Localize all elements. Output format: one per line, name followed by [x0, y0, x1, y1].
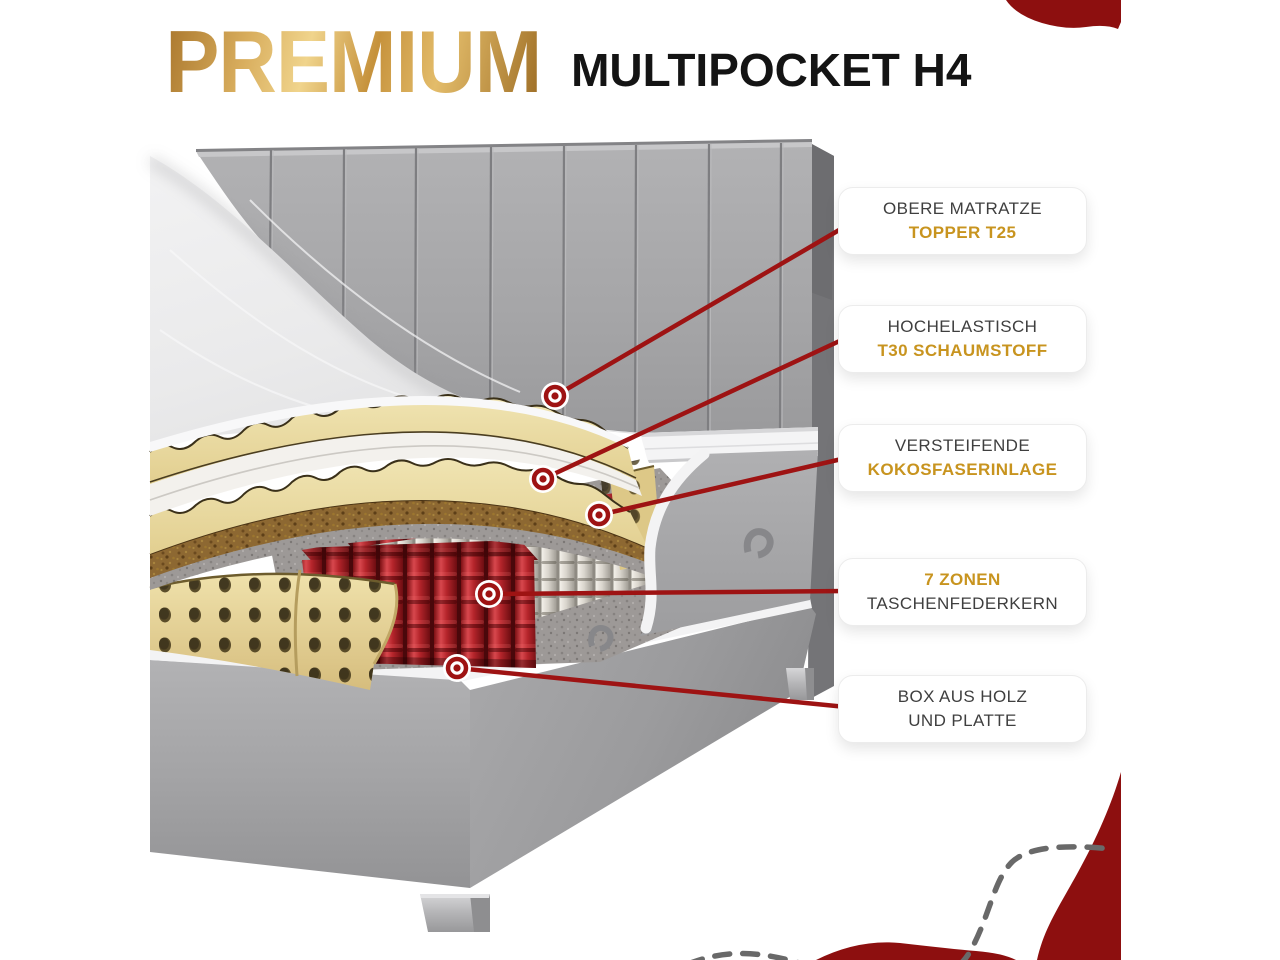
callout-springs-line2: TASCHENFEDERKERN — [866, 594, 1059, 613]
callout-topper-line1: OBERE MATRATZE — [883, 199, 1042, 218]
callout-topper — [838, 187, 1087, 255]
callout-springs — [838, 558, 1087, 626]
marker-icon-foam — [529, 465, 557, 493]
callout-foam-line1: HOCHELASTISCH — [887, 317, 1038, 336]
callout-box — [838, 675, 1087, 743]
marker-icon-springs — [475, 580, 503, 608]
bed-foot-front — [420, 894, 490, 932]
title-model: MULTIPOCKET H4 — [571, 44, 972, 96]
bed-foot-back — [786, 668, 814, 700]
callout-foam-line2: T30 SCHAUMSTOFF — [877, 341, 1048, 360]
bottom-red-hump — [816, 942, 1016, 960]
bed-illustration — [150, 139, 834, 932]
callout-box-line1: BOX AUS HOLZ — [897, 687, 1028, 706]
callout-topper-line2: TOPPER T25 — [908, 223, 1017, 242]
callout-foam — [838, 305, 1087, 373]
marker-icon-topper — [541, 382, 569, 410]
marker-icon-box — [443, 654, 471, 682]
page-title — [0, 12, 1120, 111]
callout-coco — [838, 424, 1087, 492]
connector-line-springs — [489, 591, 846, 594]
callout-coco-line1: VERSTEIFENDE — [894, 436, 1031, 455]
marker-icon-coco — [585, 501, 613, 529]
callout-coco-line2: KOKOSFASERINLAGE — [867, 460, 1058, 479]
callout-box-line2: UND PLATTE — [908, 711, 1017, 730]
callout-springs-line1: 7 ZONEN — [924, 570, 1001, 589]
bottom-right-red-blob — [1037, 772, 1121, 960]
title-premium: PREMIUM — [164, 12, 541, 111]
